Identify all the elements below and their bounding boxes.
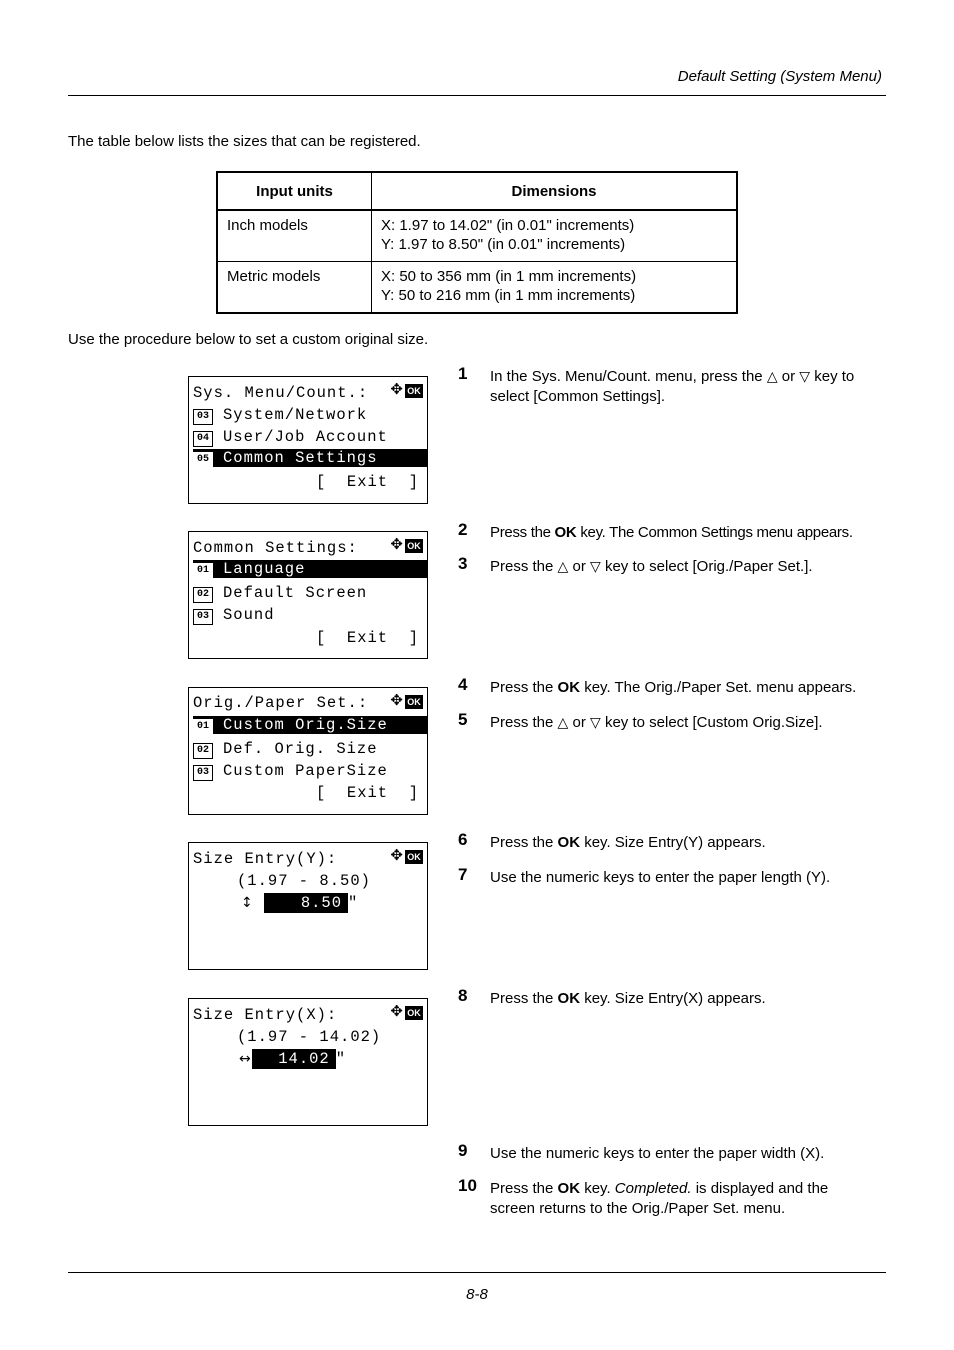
down-key-icon: ▽ [799, 369, 811, 385]
dimension-line: X: 50 to 356 mm (in 1 mm increments) [381, 268, 637, 285]
ok-key-icon: OK [405, 695, 423, 709]
range-text: (1.97 - 8.50) [237, 872, 371, 890]
footer-rule [68, 1272, 886, 1273]
item-number: 03 [193, 409, 213, 425]
lcd-menu-item-selected [193, 449, 427, 467]
step-text-part: key. The Common Settings menu appears. [580, 524, 853, 541]
step-text-part: or [781, 368, 796, 385]
up-key-icon: △ [557, 559, 569, 575]
lcd-screen-size-entry-x [188, 998, 428, 1126]
column-header: Dimensions [372, 172, 738, 210]
lcd-screen-common-settings [188, 531, 428, 659]
lcd-title: Sys. Menu/Count.: [193, 384, 369, 402]
header-title: Default Setting (System Menu) [677, 68, 882, 85]
up-key-icon: △ [766, 369, 778, 385]
ok-key-label: OK [557, 990, 581, 1007]
lcd-title: Size Entry(X): [193, 1006, 338, 1024]
step-number: 4 [458, 675, 468, 694]
step-text-part: Press the [490, 679, 554, 696]
exit-softkey: [ Exit ] [315, 784, 419, 802]
item-number: 03 [193, 609, 213, 625]
item-label: Default Screen [223, 584, 368, 602]
step-number: 1 [458, 364, 468, 383]
lcd-menu-item [193, 427, 427, 447]
value-field: 8.50 [264, 893, 348, 913]
header-rule [68, 95, 886, 96]
step-text [490, 678, 890, 698]
step-text [490, 367, 890, 407]
step-text-part: is displayed and the screen returns to the Orig./Paper Set. menu. [490, 1180, 829, 1217]
unit-label: " [335, 1050, 347, 1068]
item-label: User/Job Account [223, 428, 388, 446]
range-text: (1.97 - 14.02) [237, 1028, 382, 1046]
step-number: 2 [458, 520, 468, 539]
step-number: 8 [458, 986, 468, 1005]
ok-key-label: OK [557, 834, 581, 851]
step-number: 7 [458, 865, 468, 884]
lcd-menu-item-selected [193, 560, 427, 578]
lcd-screen-orig-paper-set [188, 687, 428, 815]
sizes-table [216, 171, 738, 314]
lcd-menu-item [193, 761, 427, 781]
navigation-cross-icon: ✥ [390, 380, 403, 398]
navigation-cross-icon: ✥ [390, 691, 403, 709]
step-text [490, 833, 890, 853]
step-text-part: key to select [Custom Orig.Size]. [604, 714, 823, 731]
item-number: 03 [193, 765, 213, 781]
procedure-intro: Use the procedure below to set a custom original size. [68, 331, 429, 348]
step-number: 5 [458, 710, 468, 729]
lcd-title: Size Entry(Y): [193, 850, 338, 868]
step-text-part: key. Size Entry(X) appears. [584, 990, 766, 1007]
column-header: Input units [217, 172, 372, 210]
lcd-menu-item [193, 583, 427, 603]
dimension-line: Y: 1.97 to 8.50" (in 0.01" increments) [381, 236, 626, 253]
vertical-arrow-icon: ↕ [241, 895, 254, 911]
ok-key-label: OK [554, 524, 577, 541]
ok-key-icon: OK [405, 850, 423, 864]
item-number: 01 [193, 563, 213, 579]
step-text-part: In the Sys. Menu/Count. menu, press the [490, 368, 763, 385]
item-label: Custom PaperSize [223, 762, 388, 780]
step-text-part: key. Size Entry(Y) appears. [584, 834, 766, 851]
lcd-screen-size-entry-y [188, 842, 428, 970]
step-text-part: Press the [490, 834, 554, 851]
navigation-cross-icon: ✥ [390, 535, 403, 553]
lcd-menu-item [193, 605, 427, 625]
ok-key-icon: OK [405, 1006, 423, 1020]
step-text-part: Press the [490, 524, 551, 541]
step-text-part: Press the [490, 558, 554, 575]
item-label: Sound [223, 606, 275, 624]
ok-key-icon: OK [405, 384, 423, 398]
exit-softkey: [ Exit ] [315, 473, 419, 491]
step-text-part: or [572, 558, 586, 575]
dimension-line: X: 1.97 to 14.02" (in 0.01" increments) [381, 217, 635, 234]
item-label: Language [223, 560, 306, 578]
step-text-part: key to select [Common Settings]. [490, 368, 855, 405]
step-text [490, 1179, 870, 1219]
lcd-menu-item [193, 739, 427, 759]
step-text: Use the numeric keys to enter the paper width (X). [490, 1145, 825, 1162]
step-text [490, 557, 890, 577]
step-number: 10 [458, 1176, 477, 1195]
table-cell-dimensions [372, 262, 738, 314]
page-number: 8-8 [466, 1286, 488, 1303]
step-number: 9 [458, 1141, 468, 1160]
step-text-part: key. The Orig./Paper Set. menu appears. [584, 679, 857, 696]
up-key-icon: △ [557, 715, 569, 731]
table-cell-unit: Metric models [217, 262, 372, 314]
dimension-line: Y: 50 to 216 mm (in 1 mm increments) [381, 287, 636, 304]
down-key-icon: ▽ [590, 559, 601, 575]
step-text-part: or [572, 714, 586, 731]
table-row [217, 210, 737, 262]
navigation-cross-icon: ✥ [390, 846, 403, 864]
item-number: 01 [193, 719, 213, 735]
intro-text: The table below lists the sizes that can be registered. [68, 133, 421, 150]
completed-message: Completed. [614, 1180, 692, 1197]
table-cell-unit: Inch models [217, 210, 372, 262]
ok-key-icon: OK [405, 539, 423, 553]
item-label: System/Network [223, 406, 368, 424]
lcd-title: Orig./Paper Set.: [193, 694, 369, 712]
table-cell-dimensions [372, 210, 738, 262]
horizontal-arrow-icon: ↔ [239, 1051, 252, 1067]
step-text-part: key. [584, 1180, 611, 1197]
exit-softkey: [ Exit ] [315, 629, 419, 647]
step-number: 6 [458, 830, 468, 849]
table-row [217, 262, 737, 314]
item-number: 04 [193, 431, 213, 447]
down-key-icon: ▽ [590, 715, 601, 731]
step-text: Use the numeric keys to enter the paper length (Y). [490, 869, 831, 886]
item-number: 05 [193, 452, 213, 468]
navigation-cross-icon: ✥ [390, 1002, 403, 1020]
step-number: 3 [458, 554, 468, 573]
step-text-part: key to select [Orig./Paper Set.]. [604, 558, 813, 575]
lcd-screen-sys-menu [188, 376, 428, 504]
value-row [241, 893, 427, 913]
ok-key-label: OK [557, 679, 581, 696]
item-number: 02 [193, 587, 213, 603]
lcd-menu-item [193, 405, 427, 425]
unit-label: " [348, 894, 359, 912]
lcd-title: Common Settings: [193, 539, 358, 557]
ok-key-label: OK [557, 1180, 581, 1197]
lcd-menu-item-selected [193, 716, 427, 734]
step-text [490, 713, 890, 733]
item-number: 02 [193, 743, 213, 759]
value-row [239, 1049, 427, 1069]
step-text [490, 989, 890, 1009]
item-label: Def. Orig. Size [223, 740, 378, 758]
step-text-part: Press the [490, 990, 554, 1007]
table-header-row [217, 172, 737, 210]
step-text [490, 523, 900, 543]
value-field: 14.02 [252, 1049, 336, 1069]
step-text-part: Press the [490, 1180, 554, 1197]
step-text-part: Press the [490, 714, 554, 731]
item-label: Custom Orig.Size [223, 716, 388, 734]
item-label: Common Settings [223, 449, 378, 467]
